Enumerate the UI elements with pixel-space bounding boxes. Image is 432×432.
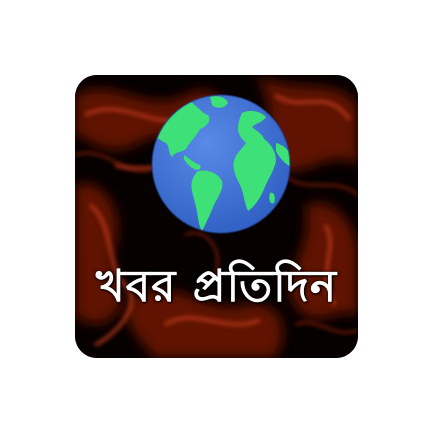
app-name-label: খবর প্রতিদিন xyxy=(95,261,338,312)
app-icon[interactable] xyxy=(75,75,358,358)
globe-icon xyxy=(150,93,292,235)
